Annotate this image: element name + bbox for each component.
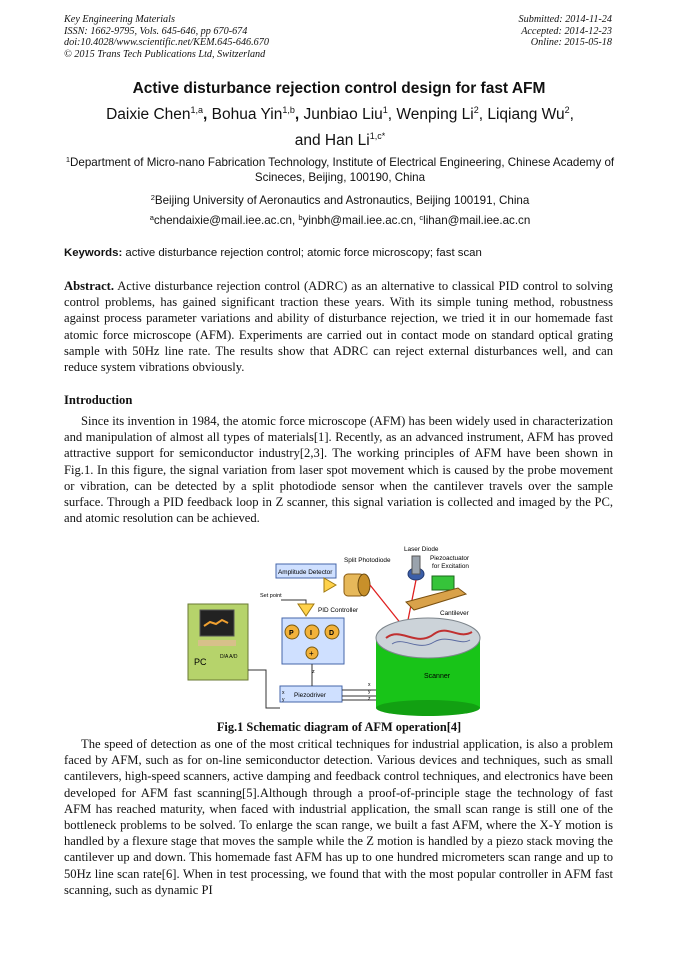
submitted-date: Submitted: 2014-11-24 [518, 14, 612, 25]
figure-caption: Fig.1 Schematic diagram of AFM operation[4] [216, 720, 462, 734]
intro-paragraph: Since its invention in 1984, the atomic force microscope (AFM) has been widely used in characterization and manipulation of almost all types of materials[1]. Recently, as an advanced instrument, AFM has proved attractive support for semiconductor industry[2,3]. The working principles of AFM have been shown in Fig.1. In this figure, the signal variation from laser spot movement which is caused by the probe movement or vibration, can be detected by a split photodiode sensor when the cantilever travels over the sample surface. Through a PID feedback loop in Z scanner, this signal variation is collected and imaged by the PC, and atomic resolution can be achieved. [64, 414, 613, 526]
author-sup: 1,b [282, 105, 295, 115]
svg-text:+: + [309, 649, 314, 658]
author-and: and [294, 132, 321, 149]
amplitude-detector-block [276, 564, 336, 592]
abstract-text: Active disturbance rejection control (ADRC) as an alternative to classical PID control to solving control problems, has gained significant traction these years. With its simple tuning method, robustness against process parameter variations and ability of disturbance rejection, we tried it in our homemade fast atomic force microscope (AFM). Experiments are carried out in contact mode on standard optical grating sample with 50Hz line rate. The results show that ADRC can reject external disturbances well, and can reduce system vibrations obviously. [64, 279, 613, 375]
keywords-label: Keywords: [64, 247, 123, 259]
scanner [376, 618, 480, 716]
keywords-text: active disturbance rejection control; atomic force microscopy; fast scan [125, 247, 482, 259]
email-list: $^a$chendaixie@mail.iee.ac.cn, $^b$yinbh@mail.iee.ac.cn, $^c$lihan@mail.iee.ac.cn [149, 213, 531, 227]
pc-label: PC [194, 657, 207, 667]
body-paragraph: The speed of detection as one of the most critical techniques for industrial application, is also a problem faced by AFM, such as for on-line semiconductor detection. Various devices and techniques, such as small cantilevers, high-speed scanners, active damping and feedback control techniques, and electronics have been developed for AFM fast scanning[5].Although through a proof-of-principle stage the technology of fast AFM has reached maturity, when faced with industrial application, the small scan range is still one of the bottleneck problems to be solved. To enlarge the scan range, we built a fast AFM, where the X-Y motion is handled by a flexure stage that moves the sample while the Z motion is handled by a piezo stack moving the cantilever up and down. This homemade fast AFM has up to one hundred micrometers scan range and up to 50Hz line scan rate[6]. When in test processing, we found that with the most popular controller in AFM fast scanning, such as dynamic PI [64, 737, 613, 897]
author-name: Han Li [324, 132, 370, 149]
figure-afm-schematic [186, 540, 486, 718]
split-photodiode [344, 557, 391, 596]
author-name: Wenping Li [396, 106, 474, 123]
piezoactuator-label: Piezoactuator [430, 555, 470, 562]
author-name: Daixie Chen [106, 106, 191, 123]
journal-name: Key Engineering Materials [64, 14, 175, 25]
author-sup: 1,a [190, 105, 204, 115]
cantilever-label: Cantilever [440, 610, 469, 617]
abstract [64, 278, 613, 375]
author-list: Daixie Chen$^{1,a}$, Bohua Yin$^{1,b}$, Junbiao Liu$^1$, Wenping Li$^2$, Liqiang Wu$^2$, and Han $Li^{1,c*}$ [106, 105, 574, 149]
laser-diode-label: Laser Diode [404, 546, 439, 553]
abstract-label: Abstract. [64, 279, 115, 293]
journal-header [64, 14, 269, 60]
keywords [64, 247, 482, 259]
copyright: © 2015 Trans Tech Publications Ltd, Switzerland [64, 48, 266, 60]
section-heading-introduction: Introduction [64, 393, 133, 407]
amplitude-detector-label: Amplitude Detector [278, 569, 333, 576]
online-date: Online: 2015-05-18 [530, 37, 612, 49]
email-link[interactable]: chendaixie@mail.iee.ac.cn [153, 214, 292, 227]
pc-block [188, 604, 248, 680]
svg-text:y: y [282, 697, 285, 703]
author-sup: 2 [564, 105, 570, 115]
author-sup: 1,c* [369, 131, 386, 141]
piezodriver-label: Piezodriver [294, 692, 326, 699]
email-link[interactable]: lihan@mail.iee.ac.cn [423, 214, 531, 227]
doi: doi:10.4028/www.scientific.net/KEM.645-646.670 [64, 37, 269, 49]
set-point-label: Set point [260, 593, 282, 599]
author-name: Bohua Yin [211, 106, 283, 123]
da-ad-label: D/A A/D [220, 654, 238, 660]
author-sup: 1 [382, 105, 388, 115]
svg-text:x: x [368, 682, 371, 688]
author-sup: 2 [473, 105, 479, 115]
scanner-label: Scanner [424, 673, 451, 680]
d-label: D [329, 630, 335, 637]
svg-text:y: y [368, 689, 371, 695]
paper-title: Active disturbance rejection control design for fast AFM [132, 80, 546, 97]
piezodriver-block [280, 686, 342, 703]
author-name: Liqiang Wu [487, 106, 565, 123]
svg-text:z: z [368, 696, 371, 702]
accepted-date: Accepted: 2014-12-23 [521, 25, 612, 37]
issn: ISSN: 1662-9795, Vols. 645-646, pp 670-674 [64, 25, 248, 37]
split-photodiode-label: Split Photodiode [344, 557, 391, 564]
pid-controller-block [282, 604, 359, 664]
author-name: Junbiao Liu [303, 106, 383, 123]
i-label: I [310, 630, 312, 637]
for-excitation-label: for Excitation [432, 563, 469, 570]
affiliation-1: $^1$Department of Micro-nano Fabrication Technology, Institute of Electrical Engineering, Chinese Academy of Scineces, Beijing, 100190, China [65, 155, 615, 184]
dates-header [519, 14, 612, 49]
z-label: z [312, 669, 315, 675]
pid-controller-label: PID Controller [318, 607, 359, 614]
email-link[interactable]: yinbh@mail.iee.ac.cn [302, 214, 413, 227]
p-label: P [289, 630, 294, 637]
affiliation-2: $^2$Beijing University of Aeronautics and Astronautics, Beijing 100191, China [150, 193, 530, 207]
svg-text:x: x [282, 690, 285, 696]
